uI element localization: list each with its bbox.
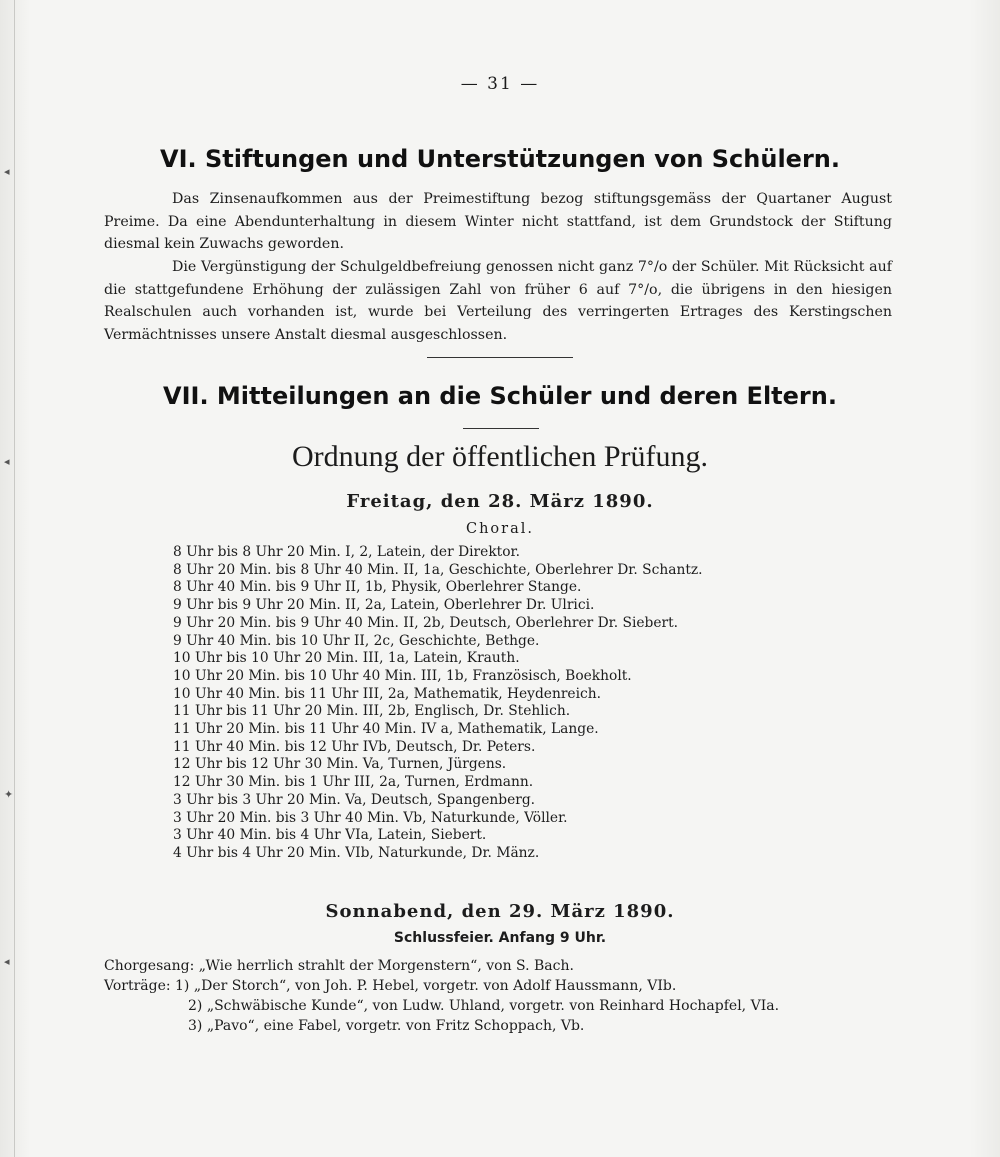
schedule-row: 3 Uhr 40 Min. bis 4 Uhr VIa, Latein, Siebert.: [173, 827, 487, 844]
section-heading-vi: VI. Stiftungen und Unterstützungen von Schülern.: [160, 145, 840, 173]
schedule-row: 10 Uhr bis 10 Uhr 20 Min. III, 1a, Latein, Krauth.: [173, 650, 520, 667]
margin-mark-icon: ◂: [4, 455, 10, 468]
friday-heading: Freitag, den 28. März 1890.: [346, 491, 654, 512]
schedule-row: 9 Uhr 40 Min. bis 10 Uhr II, 2c, Geschichte, Bethge.: [173, 632, 540, 649]
vortrag-line: 3) „Pavo“, eine Fabel, vorgetr. von Fritz Schoppach, Vb.: [188, 1018, 585, 1034]
divider: [463, 428, 539, 429]
page-number: — 31 —: [460, 74, 540, 94]
margin-mark-icon: ◂: [4, 955, 10, 968]
choral-label: Choral.: [466, 521, 534, 537]
schedule-row: 3 Uhr bis 3 Uhr 20 Min. Va, Deutsch, Spangenberg.: [173, 791, 536, 808]
schedule-row: 12 Uhr bis 12 Uhr 30 Min. Va, Turnen, Jürgens.: [173, 756, 507, 773]
margin-mark-icon: ✦: [4, 788, 14, 801]
margin-mark-icon: ◂: [4, 165, 10, 178]
schedule-row: 11 Uhr bis 11 Uhr 20 Min. III, 2b, Englisch, Dr. Stehlich.: [173, 703, 571, 720]
schedule-row: 12 Uhr 30 Min. bis 1 Uhr III, 2a, Turnen, Erdmann.: [173, 774, 534, 791]
schedule-row: 8 Uhr bis 8 Uhr 20 Min. I, 2, Latein, der Direktor.: [173, 544, 520, 560]
saturday-heading: Sonnabend, den 29. März 1890.: [325, 901, 675, 922]
vortrag-line: 2) „Schwäbische Kunde“, von Ludw. Uhland, vorgetr. von Reinhard Hochapfel, VIa.: [188, 998, 780, 1014]
section-heading-vii: VII. Mitteilungen an die Schüler und deren Eltern.: [163, 382, 837, 410]
schedule-row: 11 Uhr 20 Min. bis 11 Uhr 40 Min. IV a, Mathematik, Lange.: [173, 721, 599, 738]
schedule-row: 4 Uhr bis 4 Uhr 20 Min. VIb, Naturkunde, Dr. Mänz.: [173, 844, 540, 861]
exam-schedule: [173, 544, 893, 863]
schedule-row: 9 Uhr 20 Min. bis 9 Uhr 40 Min. II, 2b, Deutsch, Oberlehrer Dr. Siebert.: [173, 614, 679, 631]
schedule-row: 8 Uhr 20 Min. bis 8 Uhr 40 Min. II, 1a, Geschichte, Oberlehrer Dr. Schantz.: [173, 561, 703, 578]
paragraph-schulgeldbefreiung: Die Vergünstigung der Schulgeldbefreiung genossen nicht ganz 7°/o der Schüler. Mit Rücksicht auf die stattgefundene Erhöhung der zulässigen Zahl von früher 6 auf 7°/o, die übrigens in den hiesigen Realschulen auch vorhanden ist, wurde bei Verteilung des verringerten Ertrages des Kerstingschen Vermächtnisses unsere Anstalt diesmal ausgeschlossen.: [104, 259, 892, 343]
schedule-row: 3 Uhr 20 Min. bis 3 Uhr 40 Min. Vb, Naturkunde, Völler.: [173, 809, 568, 826]
schedule-row: 9 Uhr bis 9 Uhr 20 Min. II, 2a, Latein, Oberlehrer Dr. Ulrici.: [173, 597, 595, 614]
schedule-row: 10 Uhr 40 Min. bis 11 Uhr III, 2a, Mathematik, Heydenreich.: [173, 685, 602, 702]
divider: [427, 357, 573, 358]
paragraph-preimestiftung: Das Zinsenaufkommen aus der Preimestiftung bezog stiftungsgemäss der Quartaner August Preime. Da eine Abendunterhaltung in diesem Winter nicht stattfand, ist dem Grundstock der Stiftung diesmal kein Zuwachs geworden.: [104, 191, 892, 252]
vortrag-line: Vorträge: 1) „Der Storch“, von Joh. P. Hebel, vorgetr. von Adolf Haussmann, VIb.: [104, 978, 677, 994]
chorgesang-line: Chorgesang: „Wie herrlich strahlt der Morgenstern“, von S. Bach.: [104, 958, 574, 974]
schedule-row: 11 Uhr 40 Min. bis 12 Uhr IVb, Deutsch, Dr. Peters.: [173, 738, 536, 755]
page-edge: [14, 0, 15, 1157]
schedule-row: 10 Uhr 20 Min. bis 10 Uhr 40 Min. III, 1b, Französisch, Boekholt.: [173, 667, 632, 684]
schedule-row: 8 Uhr 40 Min. bis 9 Uhr II, 1b, Physik, Oberlehrer Stange.: [173, 579, 582, 596]
ordnung-title: Ordnung der öffentlichen Prüfung.: [291, 440, 708, 473]
ceremony-program: [104, 956, 894, 1036]
schlussfeier-label: Schlussfeier. Anfang 9 Uhr.: [393, 930, 607, 946]
